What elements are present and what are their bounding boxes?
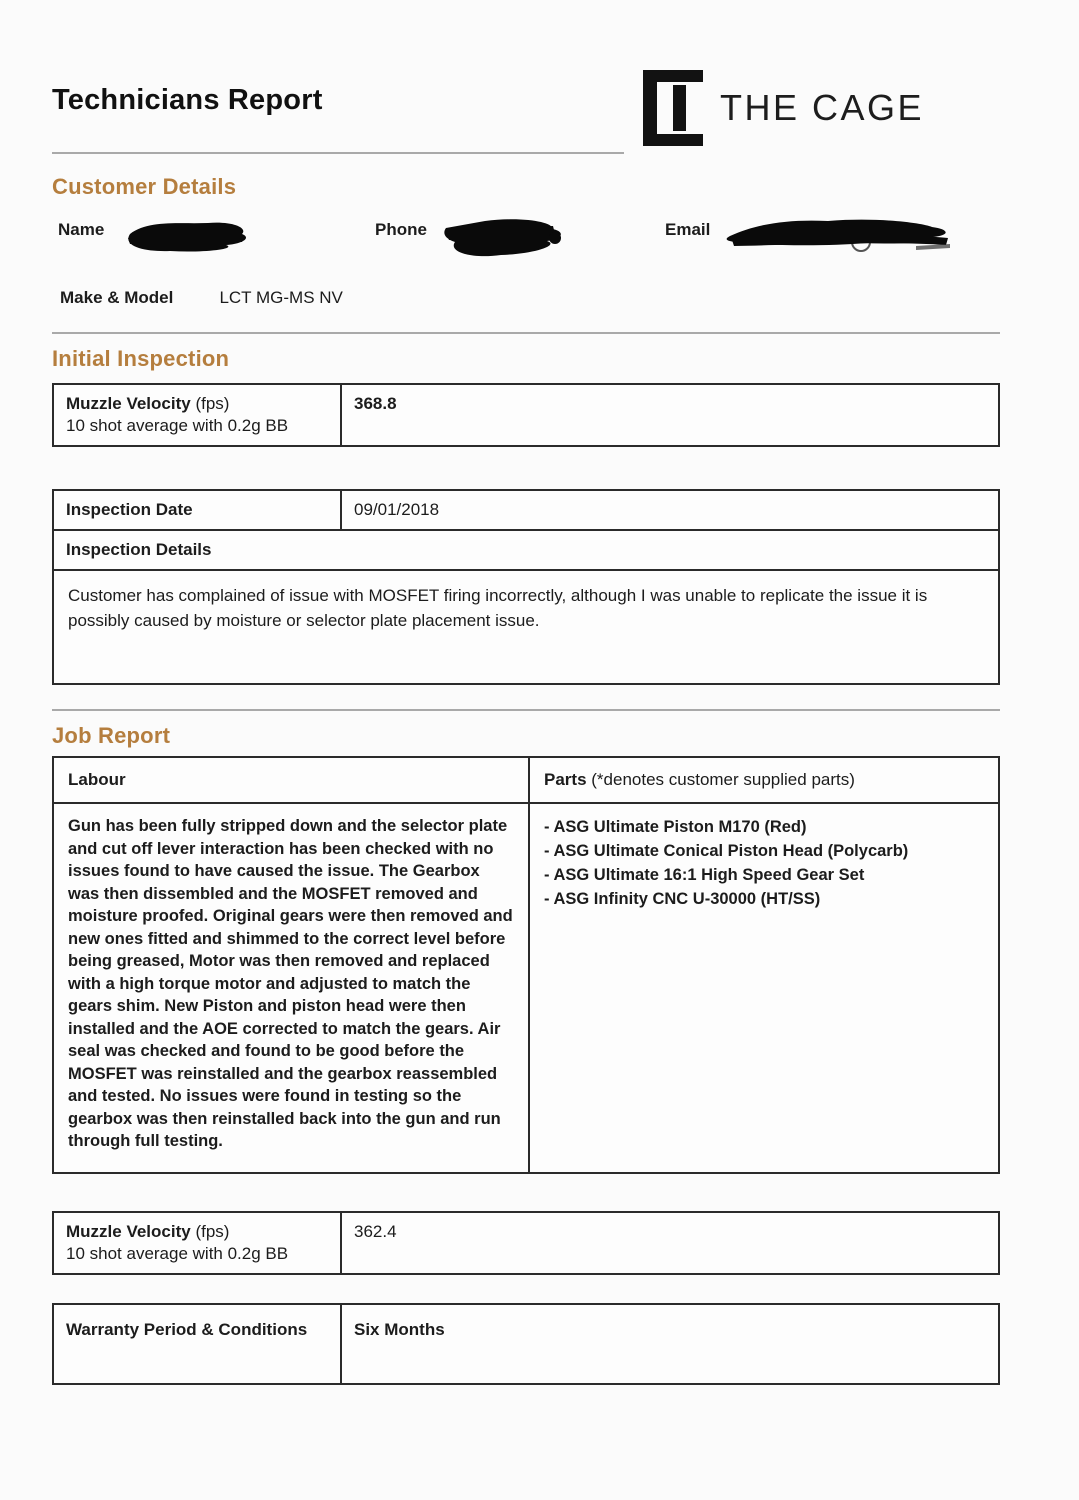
customer-fields-row <box>52 216 1000 264</box>
name-label: Name <box>58 220 105 239</box>
job-report-header-row <box>54 758 998 804</box>
initial-inspection-heading: Initial Inspection <box>52 346 230 371</box>
initial-muzzle-velocity-value: 368.8 <box>354 394 397 413</box>
job-report-heading: Job Report <box>52 723 171 748</box>
inspection-details-label: Inspection Details <box>54 531 998 571</box>
muzzle-velocity-label: Muzzle Velocity <box>66 394 191 413</box>
customer-details-heading: Customer Details <box>52 174 237 199</box>
labour-header: Labour <box>54 758 530 802</box>
customer-phone-field <box>375 216 665 262</box>
redacted-phone-scribble <box>443 216 573 262</box>
the-cage-logo <box>643 70 924 146</box>
final-muzzle-velocity-value: 362.4 <box>354 1222 397 1241</box>
brand-name: THE CAGE <box>720 87 925 128</box>
make-model-value: LCT MG-MS NV <box>219 288 343 307</box>
parts-list-item: - ASG Ultimate 16:1 High Speed Gear Set <box>544 866 865 884</box>
parts-list-item: - ASG Ultimate Piston M170 (Red) <box>544 818 807 836</box>
customer-email-field <box>665 216 1000 256</box>
initial-muzzle-velocity-table <box>52 383 1000 447</box>
inspection-details-text: Customer has complained of issue with MOSFET firing incorrectly, although I was unable to replicate the issue it is possibly caused by moisture or selector plate placement issue. <box>68 586 928 630</box>
muzzle-velocity-unit: (fps) <box>195 1222 230 1241</box>
customer-name-field <box>58 216 375 256</box>
job-report-body-row <box>54 804 998 1172</box>
muzzle-velocity-unit: (fps) <box>195 394 230 413</box>
cage-bracket-inner-bar <box>673 85 686 131</box>
section-divider <box>52 332 1000 334</box>
inspection-date-label: Inspection Date <box>54 491 342 529</box>
muzzle-velocity-label: Muzzle Velocity <box>66 1222 191 1241</box>
section-divider <box>52 709 1000 711</box>
make-model-row <box>52 288 1000 308</box>
document-body <box>0 174 1079 1385</box>
cage-bracket-icon <box>643 70 703 146</box>
warranty-label: Warranty Period & Conditions <box>54 1305 342 1383</box>
parts-header-label: Parts <box>544 770 587 789</box>
document-header <box>0 0 1079 170</box>
page-title: Technicians Report <box>52 84 323 116</box>
parts-list-item: - ASG Ultimate Conical Piston Head (Polycarb) <box>544 842 909 860</box>
redacted-name-scribble <box>120 216 252 256</box>
labour-text: Gun has been fully stripped down and the selector plate and cut off lever interaction has been checked with no issues found to have caused the issue. The Gearbox was then dissembled and the MOSFET removed and moisture proofed. Original gears were then removed and new ones fitted and shimmed to the correct level before being greased, Motor was then removed and replaced with a high torque motor and adjusted to match the gears shim. New Piston and piston head were then installed and the AOE corrected to match the gears. Air seal was checked and found to be good before the MOSFET was reinstalled and the gearbox reassembled and tested. No issues were found in testing so the gearbox was then reinstalled back into the gun and run through full testing. <box>54 804 530 1172</box>
parts-header <box>530 758 998 802</box>
make-model-label: Make & Model <box>60 288 174 307</box>
title-divider <box>52 152 624 154</box>
final-muzzle-velocity-table <box>52 1211 1000 1275</box>
phone-label: Phone <box>375 220 427 239</box>
warranty-table <box>52 1303 1000 1385</box>
muzzle-velocity-subtitle: 10 shot average with 0.2g BB <box>66 416 289 435</box>
muzzle-velocity-label-cell <box>54 385 342 445</box>
inspection-date-row <box>54 491 998 531</box>
inspection-date-value: 09/01/2018 <box>354 500 440 519</box>
redacted-email-scribble <box>726 216 954 256</box>
parts-header-note: (*denotes customer supplied parts) <box>591 770 855 789</box>
muzzle-velocity-label-cell <box>54 1213 342 1273</box>
warranty-value: Six Months <box>354 1320 445 1339</box>
inspection-table <box>52 489 1000 685</box>
muzzle-velocity-subtitle: 10 shot average with 0.2g BB <box>66 1244 289 1263</box>
parts-list <box>530 804 998 1172</box>
email-label: Email <box>665 220 711 239</box>
parts-list-item: - ASG Infinity CNC U-30000 (HT/SS) <box>544 890 821 908</box>
job-report-table <box>52 756 1000 1174</box>
